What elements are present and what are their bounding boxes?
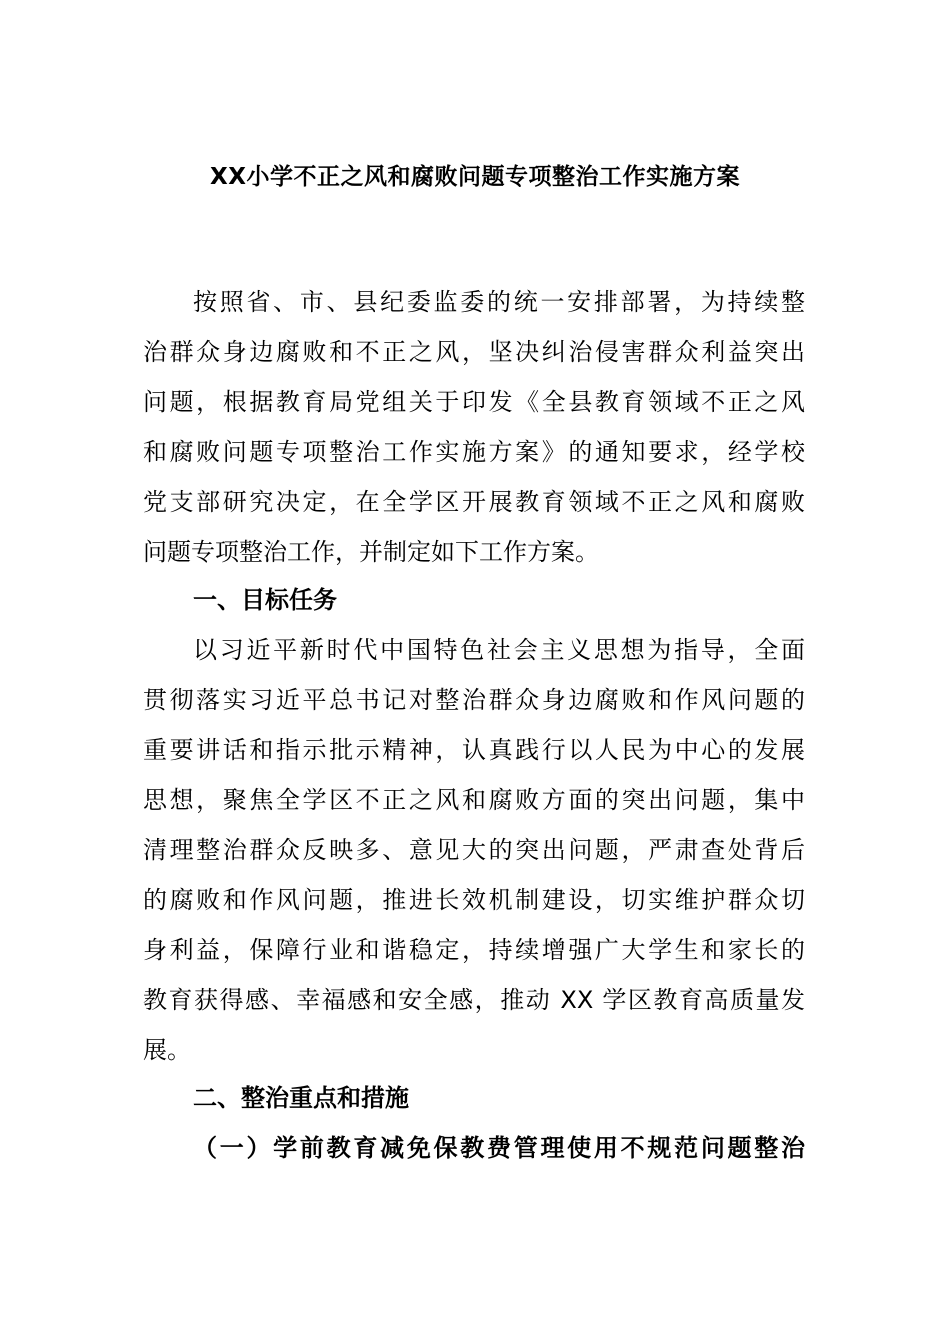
- document-title: XX小学不正之风和腐败问题专项整治工作实施方案: [210, 164, 740, 190]
- section-heading-measures: 二、整治重点和措施: [193, 1084, 409, 1112]
- goals-line-2: 贯彻落实习近平总书记对整治群众身边腐败和作风问题的: [143, 686, 805, 714]
- goals-line-3: 重要讲话和指示批示精神，认真践行以人民为中心的发展: [143, 736, 805, 764]
- goals-line-9: 展。: [143, 1036, 191, 1064]
- goals-line-7: 身利益，保障行业和谐稳定，持续增强广大学生和家长的: [143, 936, 805, 964]
- goals-line-4: 思想，聚焦全学区不正之风和腐败方面的突出问题，集中: [143, 786, 805, 814]
- intro-line-1: 按照省、市、县纪委监委的统一安排部署，为持续整: [193, 288, 805, 316]
- subsection-heading-1: （一）学前教育减免保教费管理使用不规范问题整治: [193, 1134, 805, 1162]
- intro-line-6: 问题专项整治工作，并制定如下工作方案。: [143, 538, 599, 566]
- intro-line-4: 和腐败问题专项整治工作实施方案》的通知要求，经学校: [143, 438, 805, 466]
- intro-line-2: 治群众身边腐败和不正之风，坚决纠治侵害群众利益突出: [143, 338, 805, 366]
- intro-line-5: 党支部研究决定，在全学区开展教育领域不正之风和腐败: [143, 488, 805, 516]
- goals-line-1: 以习近平新时代中国特色社会主义思想为指导，全面: [193, 636, 805, 664]
- goals-line-8: 教育获得感、幸福感和安全感，推动 XX 学区教育高质量发: [143, 986, 805, 1014]
- intro-line-3: 问题，根据教育局党组关于印发《全县教育领域不正之风: [143, 388, 805, 416]
- goals-line-6: 的腐败和作风问题，推进长效机制建设，切实维护群众切: [143, 886, 805, 914]
- section-heading-goals: 一、目标任务: [193, 586, 337, 614]
- goals-line-5: 清理整治群众反映多、意见大的突出问题，严肃查处背后: [143, 836, 805, 864]
